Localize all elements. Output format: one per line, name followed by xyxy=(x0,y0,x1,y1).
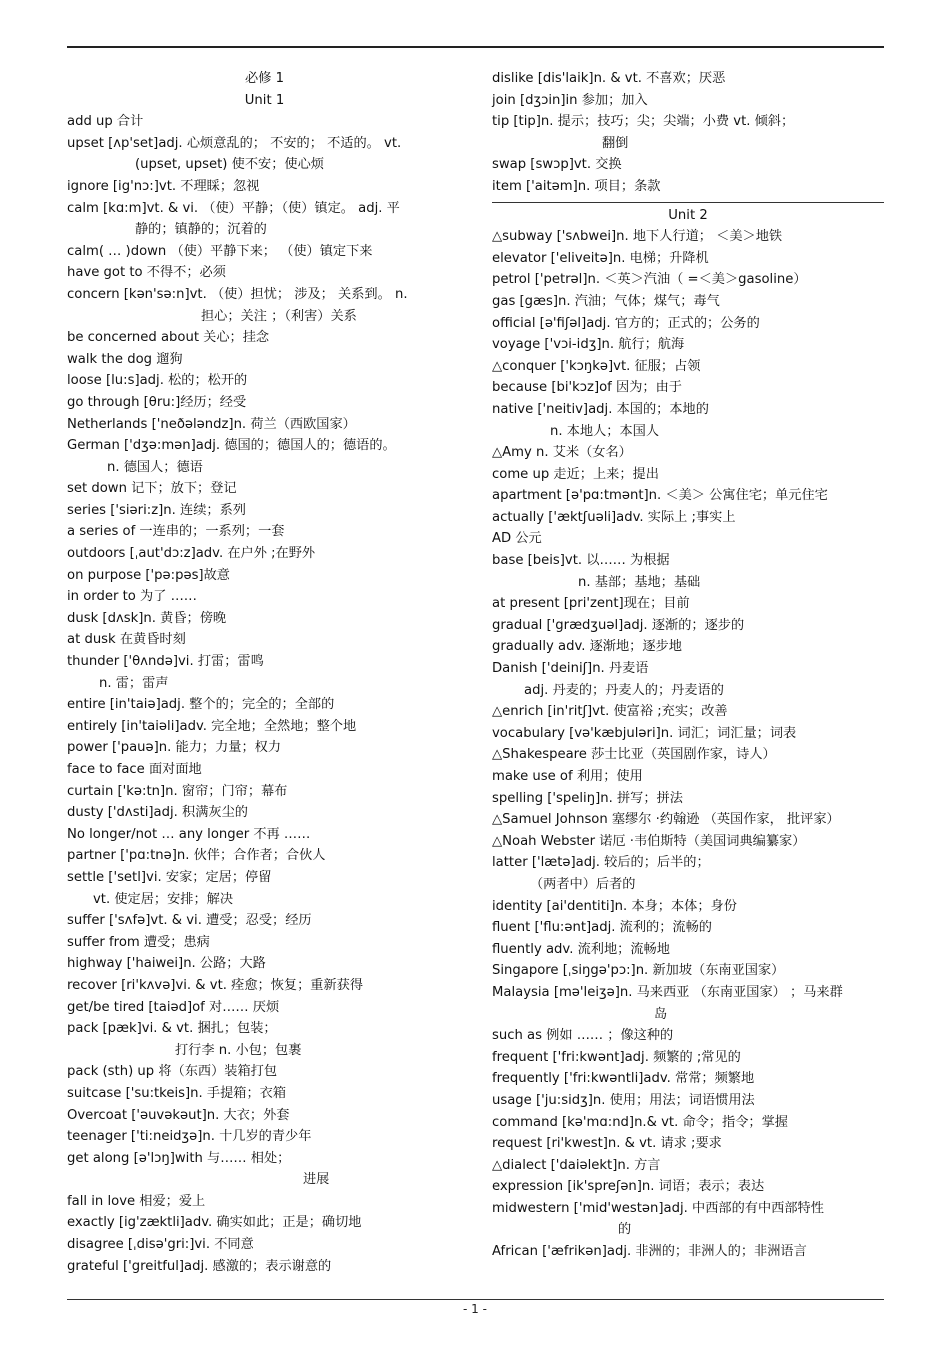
vocab-line: outdoors [ˌaut'dɔ:z]adv. 在户外 ;在野外 xyxy=(67,546,316,562)
vocab-line: gas [gæs]n. 汽油；气体；煤气；毒气 xyxy=(492,293,720,309)
vocab-line: grateful ['greitful]adj. 感激的；表示谢意的 xyxy=(67,1258,332,1274)
left-column xyxy=(67,68,462,1277)
vocab-line: face to face 面对面地 xyxy=(67,762,202,777)
vocab-line: △Samuel Johnson 塞缪尔 ·约翰逊 （英国作家， 批评家） xyxy=(492,812,840,828)
vocab-line: identity [ai'dentiti]n. 本身；本体；身份 xyxy=(492,898,737,914)
vocab-line: frequent ['fri:kwənt]adj. 频繁的 ;常见的 xyxy=(492,1049,741,1065)
vocab-line: official [ə'fiʃəl]adj. 官方的；正式的；公务的 xyxy=(492,315,760,331)
vocab-line: latter ['lætə]adj. 较后的；后半的； xyxy=(492,855,710,871)
vocab-line: n. 雷；雷声 xyxy=(99,675,169,691)
vocab-line: disagree [ˌdisə'gri:]vi. 不同意 xyxy=(67,1237,254,1253)
vocab-line: vt. 使定居；安排；解决 xyxy=(93,891,234,907)
vocab-line: recover [ri'kʌvə]vi. & vt. 痊愈；恢复；重新获得 xyxy=(67,977,364,993)
vocab-line: voyage ['vɔi-idʒ]n. 航行；航海 xyxy=(492,337,685,353)
vocab-line: dusk [dʌsk]n. 黄昏；傍晚 xyxy=(67,610,227,626)
vocab-line: calm( … )down （使）平静下来； （使）镇定下来 xyxy=(67,243,373,259)
vocab-line: have got to 不得不；必须 xyxy=(67,265,226,281)
vocab-line: fluently adv. 流利地；流畅地 xyxy=(492,941,670,957)
vocab-line: dislike [dis'laik]n. & vt. 不喜欢；厌恶 xyxy=(492,71,726,86)
vocab-line: Singapore [ˌsiŋgə'pɔ:]n. 新加坡（东南亚国家） xyxy=(492,963,785,979)
vocab-line: command [kə'mɑ:nd]n.& vt. 命令；指令；掌握 xyxy=(492,1114,788,1130)
vocab-line: （两者中）后者的 xyxy=(530,876,636,892)
vocab-line: 打行李 n. 小包；包裹 xyxy=(175,1042,302,1058)
vocab-line: n. 本地人；本国人 xyxy=(550,423,660,439)
vocab-line: frequently ['fri:kwəntli]adv. 常常；频繁地 xyxy=(492,1071,755,1087)
section-divider xyxy=(492,202,884,203)
vocab-line: △Shakespeare 莎士比亚（英国剧作家，诗人） xyxy=(492,747,776,763)
vocab-line: because [bi'kɔz]of 因为；由于 xyxy=(492,380,682,396)
vocab-line: highway ['haiwei]n. 公路；大路 xyxy=(67,956,266,972)
vocab-line: △Amy n. 艾米（女名） xyxy=(492,445,632,461)
vocab-line: power ['pauə]n. 能力；力量；权力 xyxy=(67,740,282,756)
vocab-line: settle ['setl]vi. 安家；定居；停留 xyxy=(67,869,272,885)
vocab-line: upset [ʌp'set]adj. 心烦意乱的； 不安的； 不适的。 vt. xyxy=(67,135,402,151)
vocab-line: elevator ['eliveitə]n. 电梯；升降机 xyxy=(492,250,709,266)
vocab-line: entirely [in'taiəli]adv. 完全地；全然地；整个地 xyxy=(67,718,357,734)
vocab-line: get/be tired [taiəd]of 对…… 厌烦 xyxy=(67,999,280,1015)
vocab-line: item ['aitəm]n. 项目；条款 xyxy=(492,178,661,194)
vocab-line: expression [ik'spreʃən]n. 词语；表示；表达 xyxy=(492,1179,765,1195)
vocab-line: pack (sth) up 将（东西）装箱打包 xyxy=(67,1064,278,1080)
vocab-line: gradual ['grædʒuəl]adj. 逐渐的；逐步的 xyxy=(492,617,745,633)
vocab-line: petrol ['petrəl]n. ＜英＞汽油（ =＜美＞gasoline） xyxy=(492,272,807,288)
vocab-line: partner ['pɑ:tnə]n. 伙伴；合作者；合伙人 xyxy=(67,848,326,864)
vocab-line: AD 公元 xyxy=(492,531,542,547)
vocab-line: series ['siəri:z]n. 连续；系列 xyxy=(67,502,246,518)
vocab-line: usage ['ju:sidʒ]n. 使用；用法；词语惯用法 xyxy=(492,1092,755,1108)
vocab-line: apartment [ə'pɑ:tmənt]n. ＜美＞ 公寓住宅；单元住宅 xyxy=(492,488,828,504)
vocab-line: gradually adv. 逐渐地；逐步地 xyxy=(492,639,682,655)
vocab-line: in order to 为了 …… xyxy=(67,589,197,605)
vocab-line: German ['dʒə:mən]adj. 德国的；德国人的；德语的。 xyxy=(67,438,396,454)
vocab-line: walk the dog 遛狗 xyxy=(67,351,183,367)
vocab-line: 翻倒 xyxy=(602,135,629,151)
vocab-line: suffer ['sʌfə]vt. & vi. 遭受；忍受；经历 xyxy=(67,913,312,929)
vocab-line: (upset, upset) 使不安；使心烦 xyxy=(135,157,324,173)
vocab-line: teenager ['ti:neidʒə]n. 十几岁的青少年 xyxy=(67,1129,312,1145)
vocab-line: entire [in'taiə]adj. 整个的；完全的；全部的 xyxy=(67,697,335,713)
vocab-line: pack [pæk]vi. & vt. 捆扎；包装； xyxy=(67,1021,277,1037)
vocab-line: set down 记下；放下；登记 xyxy=(67,481,237,497)
vocab-line: go through [θru:]经历；经受 xyxy=(67,394,247,410)
right-column xyxy=(492,68,884,1263)
vocab-line: Danish ['deiniʃ]n. 丹麦语 xyxy=(492,661,649,677)
vocab-line: African ['æfrikən]adj. 非洲的；非洲人的；非洲语言 xyxy=(492,1244,807,1260)
page-number: - 1 - xyxy=(463,1302,487,1316)
vocab-line: vocabulary [və'kæbjuləri]n. 词汇；词汇量；词表 xyxy=(492,725,797,741)
vocab-line: 静的；镇静的；沉着的 xyxy=(135,222,267,238)
vocab-line: request [ri'kwest]n. & vt. 请求 ;要求 xyxy=(492,1136,722,1152)
vocab-line: suffer from 遭受；患病 xyxy=(67,934,210,950)
vocab-line: join [dʒɔin]in 参加；加入 xyxy=(492,92,648,108)
vocab-line: make use of 利用；使用 xyxy=(492,769,643,784)
vocab-line: a series of 一连串的；一系列；一套 xyxy=(67,524,285,540)
vocab-line: ignore [ig'nɔ:]vt. 不理睬；忽视 xyxy=(67,178,260,194)
vocab-line: come up 走近；上来；提出 xyxy=(492,466,659,482)
vocab-line: at dusk 在黄昏时刻 xyxy=(67,632,186,648)
vocab-line: be concerned about 关心；挂念 xyxy=(67,330,270,346)
vocab-line: tip [tip]n. 提示；技巧；尖；尖端；小费 vt. 倾斜； xyxy=(492,114,795,130)
vocab-line: spelling ['speliŋ]n. 拼写；拼法 xyxy=(492,790,683,806)
section-heading: Unit 1 xyxy=(244,92,285,108)
vocab-line: Overcoat ['əuvəkəut]n. 大衣；外套 xyxy=(67,1107,290,1123)
vocab-line: midwestern ['mid'westən]adj. 中西部的有中西部特性 xyxy=(492,1200,824,1216)
bottom-rule xyxy=(67,1299,884,1300)
vocab-line: No longer/not … any longer 不再 …… xyxy=(67,826,311,842)
vocab-line: fluent ['flu:ənt]adj. 流利的；流畅的 xyxy=(492,920,712,936)
vocab-line: fall in love 相爱；爱上 xyxy=(67,1193,206,1209)
vocab-line: native ['neitiv]adj. 本国的；本地的 xyxy=(492,401,709,417)
vocab-line: n. 德国人；德语 xyxy=(107,459,203,475)
vocab-line: dusty ['dʌsti]adj. 积满灰尘的 xyxy=(67,805,248,821)
vocab-line: △enrich [in'ritʃ]vt. 使富裕 ;充实；改善 xyxy=(492,704,728,720)
vocab-line: such as 例如 …… ；像这种的 xyxy=(492,1028,674,1044)
vocab-line: n. 基部；基地；基础 xyxy=(578,574,701,590)
vocab-line: Netherlands ['neðələndz]n. 荷兰（西欧国家） xyxy=(67,416,356,432)
vocab-line: at present [pri'zent]现在；目前 xyxy=(492,596,690,612)
vocab-line: get along [ə'lɔŋ]with 与…… 相处； xyxy=(67,1150,291,1166)
vocab-line: add up 合计 xyxy=(67,114,144,130)
vocab-line: 岛 xyxy=(654,1006,668,1022)
vocab-line: 的 xyxy=(618,1222,632,1238)
vocab-line: calm [kɑ:m]vt. & vi. （使）平静；（使）镇定。 adj. 平 xyxy=(67,200,400,216)
vocab-line: concern [kən'sə:n]vt. （使）担忧； 涉及； 关系到。 n. xyxy=(67,286,408,302)
top-rule xyxy=(67,46,884,48)
vocab-line: △Noah Webster 诺厄 ·韦伯斯特（美国词典编纂家） xyxy=(492,833,806,849)
vocab-line: 进展 xyxy=(303,1172,330,1188)
vocab-line: exactly [ig'zæktli]adv. 确实如此；正是；确切地 xyxy=(67,1215,362,1231)
vocab-line: base [beis]vt. 以…… 为根据 xyxy=(492,553,670,569)
vocab-line: on purpose ['pə:pəs]故意 xyxy=(67,567,230,583)
vocab-line: adj. 丹麦的；丹麦人的；丹麦语的 xyxy=(524,682,724,698)
vocab-line: suitcase ['su:tkeis]n. 手提箱；衣箱 xyxy=(67,1085,287,1101)
vocab-line: △dialect ['daiəlekt]n. 方言 xyxy=(492,1157,661,1173)
vocab-line: △conquer ['kɔŋkə]vt. 征服；占领 xyxy=(492,358,701,374)
vocab-line: actually ['æktʃuəli]adv. 实际上 ;事实上 xyxy=(492,509,736,525)
section-heading: 必修 1 xyxy=(245,71,284,86)
vocab-line: 担心；关注 ；（利害）关系 xyxy=(201,308,357,324)
vocab-line: thunder ['θʌndə]vi. 打雷；雷鸣 xyxy=(67,654,264,670)
vocab-line: Malaysia [mə'leiʒə]n. 马来西亚 （东南亚国家） ；马来群 xyxy=(492,984,843,1000)
vocab-line: loose [lu:s]adj. 松的；松开的 xyxy=(67,373,248,389)
section-heading: Unit 2 xyxy=(668,207,708,223)
vocab-line: curtain ['kə:tn]n. 窗帘；门帘；幕布 xyxy=(67,783,288,799)
vocab-line: swap [swɔp]vt. 交换 xyxy=(492,157,622,173)
vocab-line: △subway ['sʌbwei]n. 地下人行道； ＜美＞地铁 xyxy=(492,229,783,245)
